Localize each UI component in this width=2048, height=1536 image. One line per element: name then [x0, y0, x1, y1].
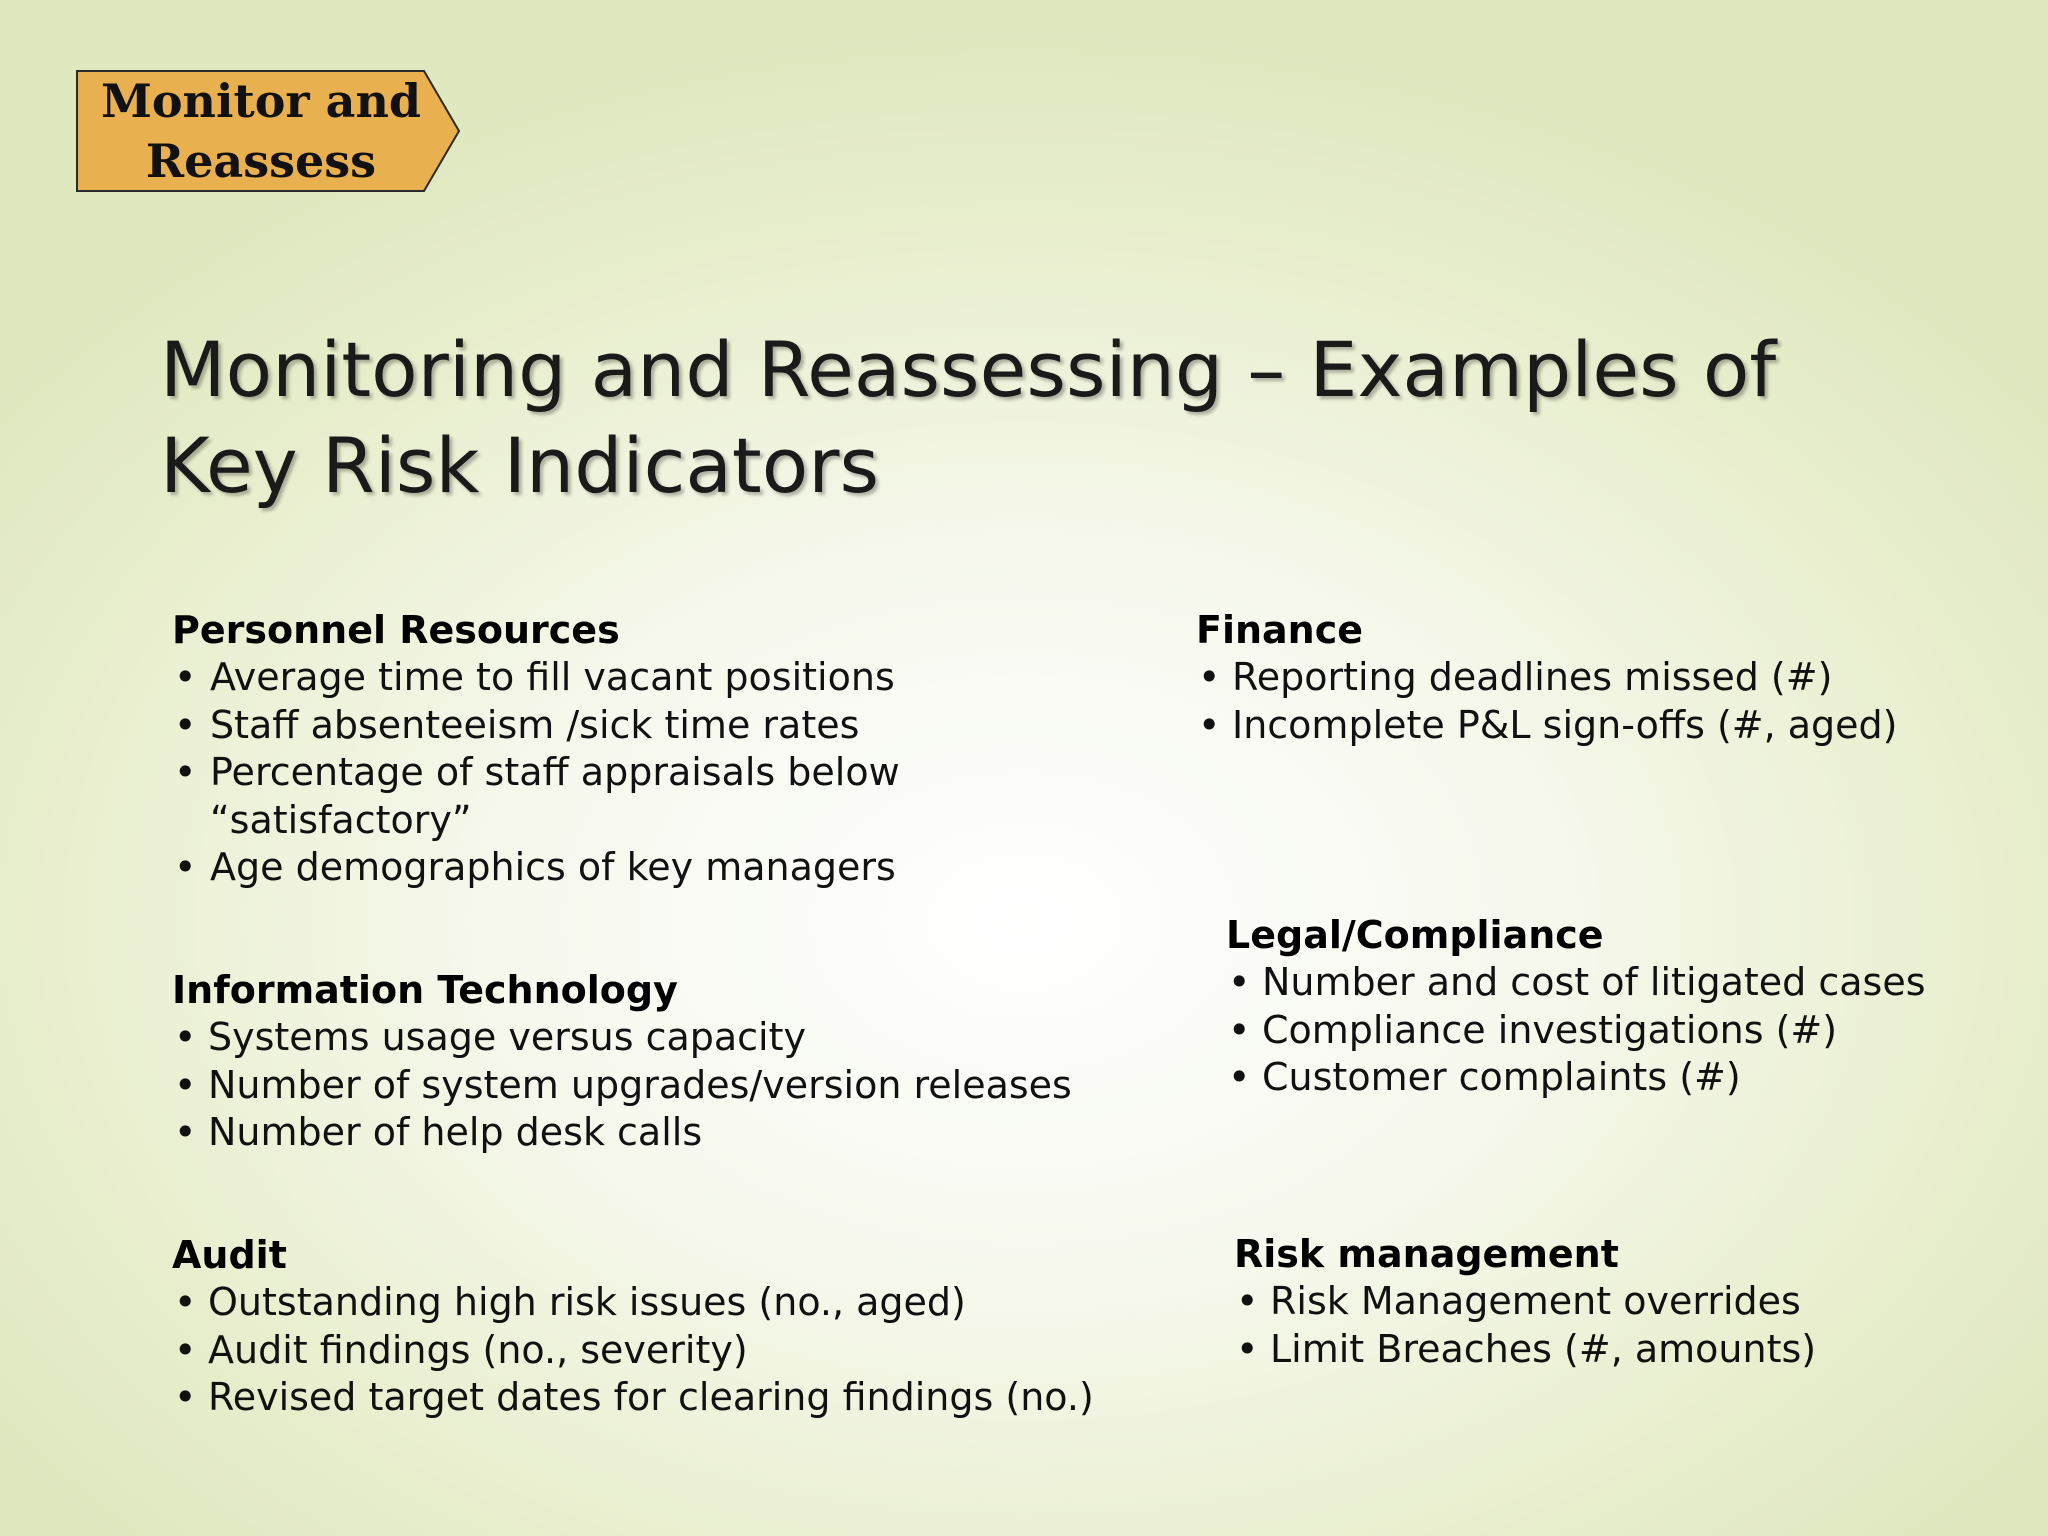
section-heading: Risk management: [1234, 1232, 1619, 1276]
list-item: [1234, 1278, 2024, 1326]
list-item-text: Compliance investigations (#): [1262, 1007, 1838, 1052]
section-legal-compliance: [1226, 911, 2026, 1102]
section-heading: Audit: [172, 1233, 287, 1277]
bullet-icon: •: [1236, 1279, 1259, 1323]
list-item-text: Incomplete P&L sign-offs (#, aged): [1232, 702, 1898, 747]
list-item: [172, 1327, 1192, 1375]
bullet-icon: •: [174, 1375, 197, 1419]
list-item: [172, 702, 1072, 750]
list-item-text: Number and cost of litigated cases: [1262, 960, 1926, 1004]
bullet-icon: •: [174, 1110, 197, 1154]
list-item: [172, 654, 1072, 702]
bullet-list: [1196, 654, 1996, 749]
list-item: [1196, 654, 1996, 702]
list-item: [172, 1062, 1172, 1110]
section-finance: [1196, 606, 1996, 749]
bullet-icon: •: [174, 1015, 197, 1059]
list-item-text: Outstanding high risk issues (no., aged): [208, 1280, 966, 1324]
list-item: [172, 1279, 1192, 1327]
list-item: [1226, 1054, 2026, 1102]
list-item: [172, 749, 930, 844]
bullet-icon: •: [174, 655, 197, 699]
bullet-icon: •: [1228, 1055, 1251, 1099]
section-audit: [172, 1231, 1192, 1422]
bullet-icon: •: [174, 702, 197, 747]
list-item: [172, 1374, 1192, 1422]
bullet-icon: •: [174, 1280, 197, 1324]
bullet-icon: •: [1198, 702, 1221, 747]
list-item-text: Customer complaints (#): [1262, 1055, 1741, 1099]
step-badge: [76, 70, 460, 192]
section-heading: Personnel Resources: [172, 608, 620, 652]
list-item-text: Age demographics of key managers: [210, 845, 896, 889]
section-heading: Finance: [1196, 608, 1364, 652]
list-item-text: Systems usage versus capacity: [208, 1015, 806, 1059]
bullet-icon: •: [1198, 655, 1221, 699]
bullet-list: [1234, 1278, 2024, 1373]
bullet-icon: •: [174, 750, 197, 794]
list-item: [1226, 1007, 2026, 1055]
list-item-text: Limit Breaches (#, amounts): [1270, 1326, 1817, 1371]
list-item: [1234, 1326, 2024, 1374]
list-item-text: Staff absenteeism /sick time rates: [210, 702, 860, 747]
list-item: [172, 1014, 1172, 1062]
bullet-icon: •: [1228, 1007, 1251, 1052]
list-item: [172, 1109, 1172, 1157]
list-item: [1226, 959, 2026, 1007]
bullet-list: [172, 1279, 1192, 1422]
list-item-text: Risk Management overrides: [1270, 1279, 1801, 1323]
list-item-text: Revised target dates for clearing findings (no.): [208, 1375, 1094, 1419]
bullet-icon: •: [174, 845, 197, 889]
list-item-text: Percentage of staff appraisals below “satisfactory”: [210, 750, 900, 842]
list-item-text: Number of help desk calls: [208, 1110, 703, 1154]
section-risk-management: [1234, 1230, 2024, 1373]
section-personnel-resources: [172, 606, 1072, 892]
list-item-text: Reporting deadlines missed (#): [1232, 655, 1833, 699]
bullet-list: [172, 1014, 1172, 1157]
list-item-text: Audit findings (no., severity): [208, 1327, 748, 1372]
bullet-list: [1226, 959, 2026, 1102]
bullet-icon: •: [1228, 960, 1251, 1004]
bullet-icon: •: [1236, 1326, 1259, 1371]
bullet-icon: •: [174, 1062, 197, 1107]
page-title: Monitoring and Reassessing – Examples of Key Risk Indicators: [160, 325, 1777, 510]
bullet-list: [172, 654, 1072, 892]
bullet-icon: •: [174, 1327, 197, 1372]
list-item: [1196, 702, 1996, 750]
section-heading: Information Technology: [172, 968, 678, 1012]
list-item: [172, 844, 1072, 892]
list-item-text: Number of system upgrades/version releases: [208, 1062, 1072, 1107]
list-item-text: Average time to fill vacant positions: [210, 655, 895, 699]
section-heading: Legal/Compliance: [1226, 913, 1604, 957]
badge-label: Monitor and Reassess: [100, 74, 422, 188]
section-information-technology: [172, 966, 1172, 1157]
